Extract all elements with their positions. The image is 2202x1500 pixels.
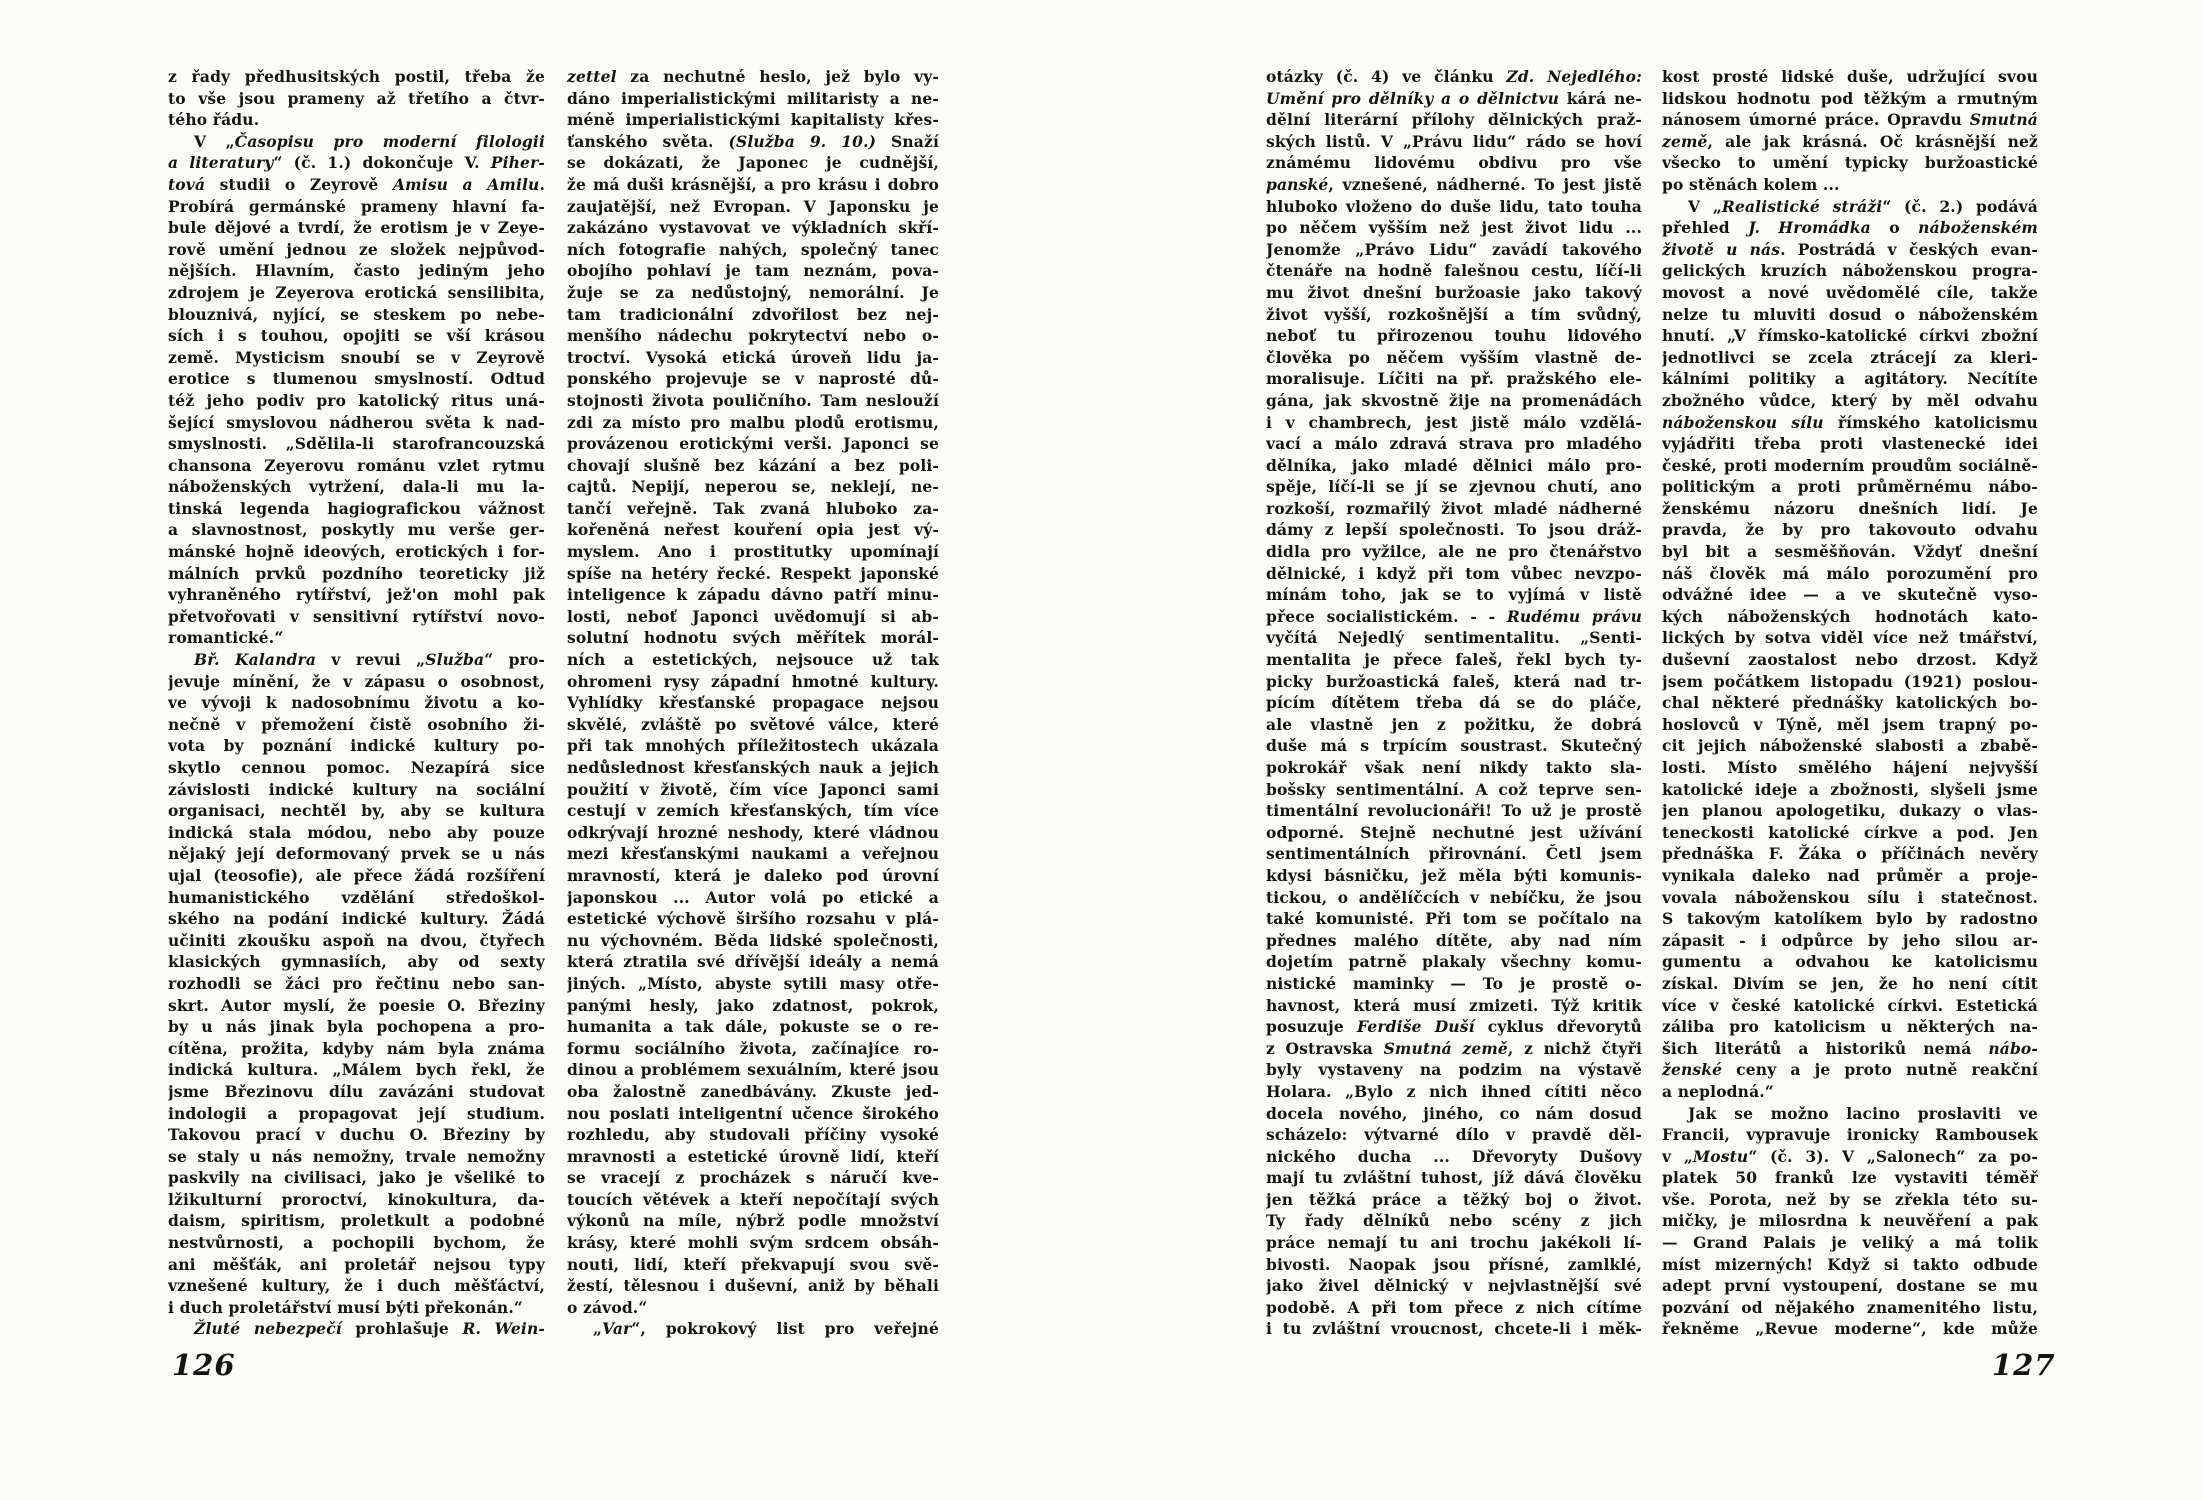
text-line: pícím dítětem třeba dá se do pláče, [1266, 693, 1642, 713]
text-line: otázky (č. 4) ve článku Zd. Nejedlého: [1266, 67, 1642, 86]
text-line: lických by sotva viděl více než tmářství, [1662, 628, 2038, 648]
text-line: po stěnách kolem ... [1662, 174, 1840, 194]
text-line: tam tradicionální zdvořilost bez nej- [567, 304, 939, 324]
text-line: méně imperialistickými kapitalisty křes- [567, 110, 939, 130]
text-line: toucích větévek a kteří nepočítají svých [567, 1189, 939, 1209]
text-line: a literatury“ (č. 1.) dokončuje V. Piher- [168, 153, 545, 173]
text-line: vše. Porota, než by se zřekla této su- [1662, 1189, 2038, 1209]
text-line: zápasit - i odpůrce by jeho silou ar- [1662, 930, 2038, 950]
text-line: tová studii o Zeyrově Amisu a Amilu. [168, 174, 545, 194]
text-line: Holara. „Bylo z nich ihned cítiti něco [1266, 1081, 1642, 1101]
text-line: kost prosté lidské duše, udržující svou [1662, 67, 2038, 86]
text-line: sích i s touhou, opojiti se vší krásou [168, 326, 545, 346]
text-line: havnost, která musí zmizeti. Týž kritik [1266, 995, 1642, 1015]
text-line: dělnické, i když při tom vůbec nevzpo- [1266, 563, 1642, 583]
text-line: i tu zvláštní vroucnost, chcete-li i měk- [1266, 1319, 1642, 1339]
text-line: organisaci, nechtěl by, aby se kultura [168, 801, 545, 821]
text-line: tickou, o andělíčcích v nebíčku, že jsou [1266, 887, 1642, 907]
text-line: teneckosti katolické církve a pod. Jen [1662, 822, 2038, 842]
text-line: didla pro vyžilce, ale ne pro čtenářstvo [1266, 542, 1642, 562]
text-line: bule dějové a tvrdí, že erotism je v Zeye- [168, 218, 545, 238]
text-line: cit jejich náboženské slabosti a zbabě- [1662, 736, 2038, 756]
text-line: docela nového, jiného, co nám dosud [1266, 1103, 1642, 1123]
text-line: smyslnosti. „Sdělila-li starofrancouzská [168, 434, 545, 454]
text-line: ťanského světa. (Služba 9. 10.) Snaží [567, 131, 939, 151]
text-line: tančí veřejně. Tak zvaná hluboko za- [567, 498, 939, 518]
text-line: daism, spiritism, proletkult a podobné [168, 1211, 545, 1231]
text-column-right-2 [1662, 66, 2038, 1340]
text-line: mentalita je přece faleš, řekl bych ty- [1266, 650, 1642, 670]
text-line: oba žalostně zanedbávány. Zkuste jed- [567, 1081, 939, 1101]
text-line: myslem. Ano i prostitutky upomínají [567, 542, 939, 562]
text-line: nelze tu mluviti dosud o náboženském [1662, 304, 2038, 324]
text-line: nestvůrnosti, a pochopili bychom, že [168, 1233, 545, 1253]
text-line: náš člověk má málo porozumění pro [1662, 563, 2038, 583]
text-line: pravda, že by pro takovouto odvahu [1662, 520, 2038, 540]
text-line: indologii a propagovat její studium. [168, 1103, 545, 1123]
text-line: jsme Březinovu dílu zavázáni studovat [168, 1081, 545, 1101]
text-line: odporné. Stejně nechutné jest užívání [1266, 822, 1642, 842]
text-line: přednes malého dítěte, aby nad ním [1266, 930, 1642, 950]
text-line: žuje se za nedůstojný, nemorální. Je [567, 282, 939, 302]
text-line: nouti, lidí, kteří překvapují svou svě- [567, 1254, 939, 1274]
text-line: z Ostravska Smutná země, z nichž čtyři [1266, 1038, 1642, 1058]
text-line: v „Mostu“ (č. 3). V „Salonech“ za po- [1662, 1146, 2038, 1166]
text-line: že má duši krásnější, a pro krásu i dobro [567, 174, 939, 194]
text-line: movost a nové uvědomělé cíle, takže [1662, 282, 2038, 302]
text-line: provázenou erotickými verši. Japonci se [567, 434, 939, 454]
text-line: Jak se možno lacino proslaviti ve [1688, 1103, 2038, 1123]
text-line: vací a málo zdravá strava pro mladého [1266, 434, 1642, 454]
text-line: mravností, která je daleko pod úrovní [567, 865, 939, 885]
text-line: adept první vystoupení, dostane se mu [1662, 1276, 2038, 1296]
text-line: ani měšťák, ani proletář nejsou typy [168, 1254, 545, 1274]
text-line: japonskou ... Autor volá po etické a [567, 887, 939, 907]
page-number-right: 127 [1992, 1348, 2056, 1382]
text-line: a neplodná.“ [1662, 1081, 1774, 1101]
text-line: Francii, vypravuje ironicky Rambousek [1662, 1125, 2038, 1145]
text-line: sentimentálních přirovnání. Četl jsem [1266, 844, 1642, 864]
text-line: vovala náboženskou sílu i statečnost. [1662, 887, 2038, 907]
text-line: romantické.“ [168, 628, 284, 648]
text-line: Žluté nebezpečí prohlašuje R. Wein- [194, 1319, 545, 1339]
text-line: skrt. Autor myslí, že poesie O. Březiny [168, 995, 545, 1015]
text-line: zakázáno vystavovat ve výkladních skří- [567, 218, 939, 238]
text-line: ohromeni rysy západní hmotné kultury. [567, 671, 939, 691]
text-line: záliba pro katolicism u některých na- [1662, 1017, 2038, 1037]
text-line: nějaký její deformovaný prvek se u nás [168, 844, 545, 864]
text-line: obojího pohlaví je tam neznám, pova- [567, 261, 939, 281]
text-line: ních a estetických, nejsouce už tak [567, 650, 939, 670]
text-line: ženskému názoru dnešních lidí. Je [1662, 498, 2038, 518]
text-line: scházelo: výtvarné dílo v pravdě děl- [1266, 1125, 1642, 1145]
text-line: zettel za nechutné heslo, jež bylo vy- [567, 67, 939, 86]
text-line: přetvořovati v sensitivní rytířství novo- [168, 606, 545, 626]
text-line: mezi křesťanskými naukami a veřejnou [567, 844, 939, 864]
text-line: přednáška F. Žáka o příčinách nevěry [1662, 844, 2038, 864]
text-column-left-1 [168, 66, 545, 1340]
text-line: nějších. Hlavním, často jediným jeho [168, 261, 545, 281]
text-line: náboženských vytržení, dala-li mu la- [168, 477, 545, 497]
page-number-left: 126 [172, 1348, 236, 1382]
text-line: která ztratila své dřívější ideály a nemá [567, 952, 939, 972]
text-line: rozkoší, rozmařilý život mladé nádherné [1266, 498, 1642, 518]
text-column-left-2 [567, 66, 939, 1340]
text-line: Probírá germánské prameny hlavní fa- [168, 196, 545, 216]
text-line: více v české katolické církvi. Estetická [1662, 995, 2038, 1015]
text-line: inteligence k západu dávno patří minu- [567, 585, 939, 605]
text-line: všecko to umění typicky buržoastické [1662, 153, 2038, 173]
text-line: byl bit a sesměšňován. Vždyť dnešní [1662, 542, 2038, 562]
text-line: odkrývají hrozné neshody, které vládnou [567, 822, 939, 842]
text-line: gumentu a odvahou ke katolicismu [1662, 952, 2038, 972]
text-line: „Var“, pokrokový list pro veřejné [593, 1319, 939, 1339]
text-line: jen planou apologetiku, dukazy o vlas- [1662, 801, 2038, 821]
text-line: závislosti indické kultury na sociální [168, 779, 545, 799]
text-line: estetické výchově širšího rozsahu v plá- [567, 909, 939, 929]
text-line: kořeněná neřest kouření opia jest vý- [567, 520, 939, 540]
text-column-right-1 [1266, 66, 1642, 1340]
text-line: dělní literární přílohy dělnických praž- [1266, 110, 1642, 130]
text-line: vota by poznání indické kultury po- [168, 736, 545, 756]
text-line: životě u nás. Postrádá v českých evan- [1662, 239, 2038, 259]
text-line: pozvání od nějakého znamenitého listu, [1662, 1297, 2038, 1317]
text-line: cajtů. Nepijí, neperou se, neklejí, ne- [567, 477, 939, 497]
text-line: Vyhlídky křesťanské propagace nejsou [567, 693, 939, 713]
text-line: Bř. Kalandra v revui „Služba“ pro- [194, 650, 545, 670]
text-line: indická kultura. „Málem bych řekl, že [168, 1060, 545, 1080]
text-line: erotice s tlumenou smyslností. Odtud [168, 369, 545, 389]
text-line: ale vlastně jen z požitku, že dobrá [1266, 714, 1642, 734]
text-line: ženské ceny a je proto nutně reakční [1662, 1060, 2038, 1080]
text-line: chansona Zeyerovu románu vzlet rytmu [168, 455, 545, 475]
text-line: mánské hojně ideových, erotických i for- [168, 542, 545, 562]
text-line: učiniti zkoušku aspoň na dvou, čtyřech [168, 930, 545, 950]
text-line: neboť tu přirozenou touhu lidového [1266, 326, 1642, 346]
text-line: Umění pro dělníky a o dělnictvu kárá ne- [1266, 88, 1642, 108]
text-line: ujal (teosofie), ale přece žádá rozšíření [168, 865, 545, 885]
text-line: nu výchovném. Běda lidské společnosti, [567, 930, 939, 950]
text-line: by u nás jinak byla pochopena a pro- [168, 1017, 545, 1037]
text-line: dáno imperialistickými militaristy a ne- [567, 88, 939, 108]
text-line: čtenáře na hodně falešnou cestu, líčí-li [1266, 261, 1642, 281]
text-line: chal některé přednášky katolických bo- [1662, 693, 2038, 713]
text-line: spěje, líčí-li se jí se zjevnou chutí, ano [1266, 477, 1642, 497]
text-line: ních fotografie nahých, společný tanec [567, 239, 939, 259]
text-line: vyjádřiti třeba proti vlastenecké idei [1662, 434, 2038, 454]
text-line: moralisuje. Líčiti na př. pražského ele- [1266, 369, 1642, 389]
text-line: se staly u nás nemožny, trvale nemožny [168, 1146, 545, 1166]
text-line: duševní zaostalost nebo drzost. Když [1662, 650, 2038, 670]
text-line: bošsky sentimentální. A což teprve sen- [1266, 779, 1642, 799]
text-line: nistické maminky — To je prostě o- [1266, 973, 1642, 993]
text-line: V „Časopisu pro moderní filologii [194, 131, 545, 151]
text-line: člověka po něčem vyšším vlastně de- [1266, 347, 1642, 367]
text-line: — Grand Palais je veliký a má tolik [1662, 1233, 2038, 1253]
text-line: dámy z lepší společnosti. To jsou dráž- [1266, 520, 1642, 540]
text-line: katolické ideje a zbožnosti, slyšeli jsme [1662, 779, 2038, 799]
text-line: hoslovců v Týně, měl jsem trapný po- [1662, 714, 2038, 734]
text-line: stojnosti života pouličního. Tam neslouží [567, 390, 939, 410]
text-line: jednotlivci se zcela ztrácejí za kleri- [1662, 347, 2038, 367]
text-line: se dokázati, že Japonec je cudnější, [567, 153, 939, 173]
text-line: duše má s trpícím soustrast. Skutečný [1266, 736, 1642, 756]
text-line: platek 50 franků lze vystaviti téměř [1662, 1168, 2038, 1188]
text-line: lidskou hodnotu pod těžkým a rmutným [1662, 88, 2038, 108]
text-line: dojetím patrně plakaly všechny komu- [1266, 952, 1642, 972]
text-line: šející smyslovou nádherou světa k nad- [168, 412, 545, 432]
text-line: skvělé, zvláště po světové válce, které [567, 714, 939, 734]
text-line: nického ducha ... Dřevoryty Dušovy [1266, 1146, 1642, 1166]
text-line: cestují v zemích křesťanských, tím více [567, 801, 939, 821]
text-line: vynikala daleko nad průměr a proje- [1662, 865, 2038, 885]
text-line: jsem počátkem listopadu (1921) poslou- [1662, 671, 2038, 691]
text-line: timentální revolucionáři! To už je prostě [1266, 801, 1642, 821]
text-line: blouznivá, nyjící, se steskem po nebe- [168, 304, 545, 324]
text-line: z řady předhusitských postil, třeba že [168, 67, 545, 86]
text-line: menšího nádechu pokrytectví nebo o- [567, 326, 939, 346]
text-line: odvážné idee — a ve skutečně vyso- [1662, 585, 2038, 605]
text-line: řekněme „Revue moderne“, kde může [1662, 1319, 2038, 1339]
text-line: výkonů na míle, nýbrž podle množství [567, 1211, 939, 1231]
text-line: přece socialistickém. - - Rudému právu [1266, 606, 1642, 626]
text-line: život vyšší, rozkošnější a tím svůdný, [1266, 304, 1642, 324]
text-line: použití v životě, čím více Japonci sami [567, 779, 939, 799]
text-line: ve vývoji k nadosobnímu životu a ko- [168, 693, 545, 713]
text-line: gelických kruzích náboženskou progra- [1662, 261, 2038, 281]
text-line: humanistického vzdělání středoškol- [168, 887, 545, 907]
text-line: české, proti moderním proudům sociálně- [1662, 455, 2038, 475]
text-line: rově umění jednou ze složek nejpůvod- [168, 239, 545, 259]
text-line: zdrojem je Zeyerova erotická sensilibita, [168, 282, 545, 302]
text-line: náboženskou sílu římského katolicismu [1662, 412, 2038, 432]
text-line: vyčítá Nejedlý sentimentalitu. „Senti- [1266, 628, 1642, 648]
text-line: rozhledu, aby studovali příčiny vysoké [567, 1125, 939, 1145]
text-line: mají tu zvláštní tuhost, jíž dává člověku [1266, 1168, 1642, 1188]
text-line: ponského projevuje se v naprosté dů- [567, 369, 939, 389]
text-line: Jenomže „Právo Lidu“ zavádí takového [1266, 239, 1642, 259]
text-line: indická stala módou, nebo aby pouze [168, 822, 545, 842]
text-line: rozhodli se žáci pro řečtinu nebo san- [168, 973, 545, 993]
text-line: míst mizerných! Když si takto odbude [1662, 1254, 2038, 1274]
text-line: také komunisté. Při tom se počítalo na [1266, 909, 1642, 929]
text-line: nedůslednost křesťanských nauk a jejich [567, 758, 939, 777]
text-line: klasických gymnasiích, aby od sexty [168, 952, 545, 972]
text-line: lžikulturní proroctví, kinokultura, da- [168, 1189, 545, 1209]
text-line: zaujatější, než Evropan. V Japonsku je [567, 196, 939, 216]
text-line: kálními politiky a agitátory. Necítíte [1662, 369, 2038, 389]
text-line: tého řádu. [168, 110, 260, 130]
text-line: též jeho podiv pro katolický ritus uná- [168, 390, 545, 410]
text-line: mu život dnešní buržoasie jako takový [1266, 282, 1642, 302]
text-line: přehled J. Hromádka o náboženském [1662, 218, 2038, 238]
text-line: mičky, je milosrdna k neuvěření a pak [1662, 1211, 2038, 1231]
text-line: panými hesly, jako zdatnost, pokrok, [567, 995, 939, 1015]
text-line: gána, jak skvostně žije na promenádách [1266, 390, 1642, 410]
text-line: chovají slušně bez kázání a bez poli- [567, 455, 939, 475]
text-line: o závod.“ [567, 1297, 648, 1317]
text-line: dinou a problémem sexuálním, které jsou [567, 1060, 939, 1080]
text-line: nou poslati inteligentní učence širokého [567, 1103, 939, 1123]
text-line: málních prvků pozdního teoreticky již [168, 563, 545, 583]
text-line: hluboko vloženo do duše lidu, tato touha [1266, 196, 1642, 216]
text-line: mravnosti a estetické úrovně lidí, kteří [567, 1146, 939, 1166]
text-line: ských listů. V „Právu lidu“ rádo se hoví [1266, 131, 1642, 151]
text-line: jiných. „Místo, abyste sytili masy otře- [567, 973, 939, 993]
text-line: země. Mysticism snoubí se v Zeyrově [168, 347, 545, 367]
text-line: země, ale jak krásná. Oč krásnější než [1662, 131, 2038, 151]
text-line: vyhraněného rytířství, jež'on mohl pak [168, 585, 545, 605]
text-line: žestí, tělesnou i duševní, aniž by běhali [567, 1276, 939, 1296]
text-line: dělníka, jako mladé dělnici málo pro- [1266, 455, 1642, 475]
text-line: zdi za místo pro malbu plodů erotismu, [567, 412, 939, 432]
text-line: mínám toho, jak se to vyjímá v listě [1266, 585, 1642, 605]
text-line: paskvily na civilisaci, jako je všeliké to [168, 1168, 545, 1188]
text-line: jen těžká práce a těžký boj o život. [1266, 1189, 1642, 1209]
text-line: picky buržoastická faleš, která nad tr- [1266, 671, 1642, 691]
text-line: spíše na hetéry řecké. Respekt japonské [567, 563, 939, 583]
text-line: po něčem vyšším než jest život lidu ... [1266, 218, 1642, 238]
text-line: humanita a tak dále, pokuste se o re- [567, 1017, 939, 1037]
text-line: S takovým katolíkem bylo by radostno [1662, 909, 2038, 929]
text-line: při tak mnohých příležitostech ukázala [567, 736, 939, 756]
text-line: troctví. Vysoká etická úroveň lidu ja- [567, 347, 939, 367]
text-line: losti, neboť Japonci uvědomují si ab- [567, 606, 939, 626]
text-line: to vše jsou prameny až třetího a čtvr- [168, 88, 545, 108]
text-line: zbožného vůdce, který by měl odvahu [1662, 390, 2038, 410]
text-line: a slavnostnost, poskytly mu verše ger- [168, 520, 545, 540]
text-line: práce nemají tu ani trochu jakékoli lí- [1266, 1233, 1642, 1253]
text-line: losti. Místo smělého hájení nejvyšší [1662, 758, 2038, 777]
text-line: tinská legenda hagiografickou vážnost [168, 498, 545, 518]
text-line: V „Realistické stráži“ (č. 2.) podává [1688, 196, 2038, 216]
text-line: bivosti. Naopak jsou přísné, zamlklé, [1266, 1254, 1642, 1274]
text-line: nečně v přemožení čistě osobního ži- [168, 714, 545, 734]
text-line: známému lidovému obdivu pro vše [1266, 153, 1642, 173]
text-line: politickým a proti průměrnému nábo- [1662, 477, 2038, 497]
text-line: jevuje mínění, že v zápasu o osobnost, [168, 671, 545, 691]
text-line: kdysi básničku, jež měla býti komunis- [1266, 865, 1642, 885]
text-line: se vracejí z procházek s náručí kve- [567, 1168, 939, 1188]
text-line: byly vystaveny na podzim na výstavě [1266, 1060, 1642, 1080]
text-line: solutní hodnotu svých měřítek morál- [567, 628, 939, 648]
text-line: pokrokář však není nikdy takto sla- [1266, 758, 1642, 777]
text-line: Takovou prací v duchu O. Březiny by [168, 1125, 545, 1145]
text-line: posuzuje Ferdiše Duší cyklus dřevorytů [1266, 1017, 1642, 1037]
text-line: panské, vznešené, nádherné. To jest jistě [1266, 174, 1642, 194]
text-line: šich literátů a historiků nemá nábo- [1662, 1038, 2038, 1058]
text-line: ského na podání indické kultury. Žádá [168, 909, 545, 929]
text-line: cítěna, prožita, kdyby nám byla známa [168, 1038, 545, 1058]
text-line: formu sociálního života, začínajíce ro- [567, 1038, 939, 1058]
text-line: podobě. A při tom přece z nich cítíme [1266, 1297, 1642, 1317]
text-line: jako živel dělnický v nejvlastnější své [1266, 1276, 1642, 1296]
text-line: i v chambrech, jest jistě málo vzdělá- [1266, 412, 1642, 432]
text-line: vznešené kultury, že i duch měšťáctví, [168, 1276, 545, 1296]
text-line: krásy, které mohli svým srdcem obsáh- [567, 1233, 939, 1253]
text-line: skytlo cennou pomoc. Nezapírá sice [168, 758, 545, 777]
text-line: nánosem úmorné práce. Opravdu Smutná [1662, 110, 2038, 130]
text-line: i duch proletářství musí býti překonán.“ [168, 1297, 523, 1317]
text-line: Ty řady dělníků nebo scény z jich [1266, 1211, 1642, 1231]
text-line: kých náboženských hodnotách kato- [1662, 606, 2038, 626]
text-line: hnutí. „V římsko-katolické církvi zbožní [1662, 326, 2038, 346]
text-line: získal. Divím se jen, že ho není cítit [1662, 973, 2038, 993]
